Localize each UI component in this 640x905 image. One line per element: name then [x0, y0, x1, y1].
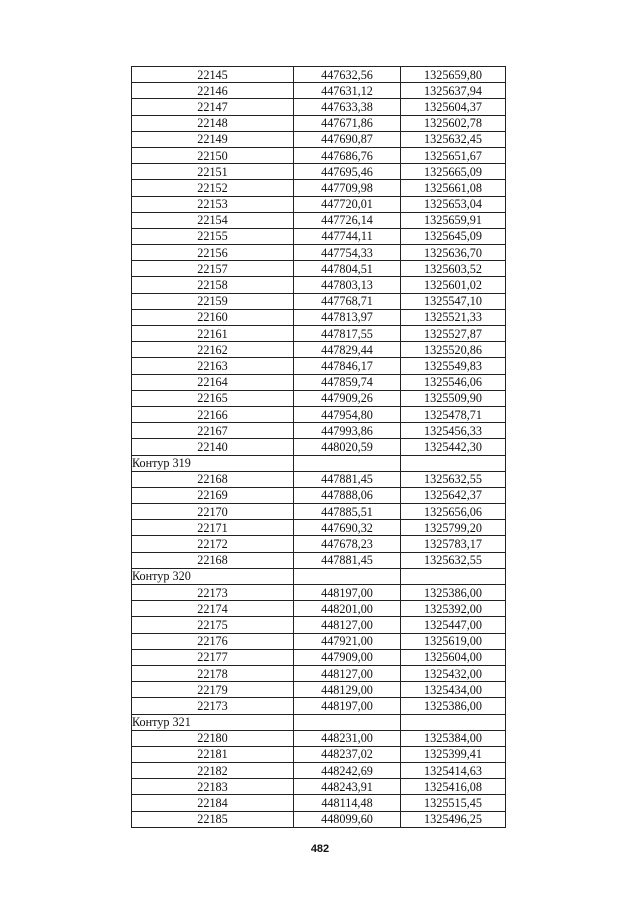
x-coordinate-cell: 448129,00	[294, 682, 401, 698]
empty-cell	[401, 714, 506, 730]
x-coordinate-cell: 447993,86	[294, 423, 401, 439]
table-row	[132, 293, 506, 309]
x-coordinate-cell: 448243,91	[294, 779, 401, 795]
x-coordinate-cell: 448197,00	[294, 585, 401, 601]
point-number-cell: 22176	[132, 633, 294, 649]
table-row	[132, 504, 506, 520]
y-coordinate-cell: 1325392,00	[401, 601, 506, 617]
table-row	[132, 196, 506, 212]
x-coordinate-cell: 448099,60	[294, 811, 401, 827]
point-number-cell: 22181	[132, 746, 294, 762]
x-coordinate-cell: 447686,76	[294, 147, 401, 163]
y-coordinate-cell: 1325661,08	[401, 180, 506, 196]
table-row	[132, 682, 506, 698]
y-coordinate-cell: 1325637,94	[401, 83, 506, 99]
table-row	[132, 763, 506, 779]
page-number: 482	[310, 843, 330, 855]
point-number-cell: 22168	[132, 552, 294, 568]
point-number-cell: 22170	[132, 504, 294, 520]
point-number-cell: 22178	[132, 665, 294, 681]
table-row	[132, 585, 506, 601]
point-number-cell: 22154	[132, 212, 294, 228]
y-coordinate-cell: 1325636,70	[401, 245, 506, 261]
point-number-cell: 22175	[132, 617, 294, 633]
contour-label: Контур 320	[132, 568, 294, 584]
y-coordinate-cell: 1325515,45	[401, 795, 506, 811]
x-coordinate-cell: 448242,69	[294, 763, 401, 779]
point-number-cell: 22156	[132, 245, 294, 261]
x-coordinate-cell: 447829,44	[294, 342, 401, 358]
table-row	[132, 326, 506, 342]
point-number-cell: 22151	[132, 164, 294, 180]
point-number-cell: 22159	[132, 293, 294, 309]
x-coordinate-cell: 448127,00	[294, 665, 401, 681]
x-coordinate-cell: 447709,98	[294, 180, 401, 196]
contour-header-row	[132, 455, 506, 471]
table-row	[132, 665, 506, 681]
x-coordinate-cell: 447632,56	[294, 67, 401, 83]
contour-label: Контур 321	[132, 714, 294, 730]
table-row	[132, 617, 506, 633]
y-coordinate-cell: 1325447,00	[401, 617, 506, 633]
point-number-cell: 22180	[132, 730, 294, 746]
point-number-cell: 22161	[132, 326, 294, 342]
table-row	[132, 261, 506, 277]
table-row	[132, 390, 506, 406]
contour-header-row	[132, 568, 506, 584]
table-row	[132, 131, 506, 147]
point-number-cell: 22173	[132, 585, 294, 601]
table-row	[132, 245, 506, 261]
table-row	[132, 552, 506, 568]
table-row	[132, 99, 506, 115]
point-number-cell: 22163	[132, 358, 294, 374]
y-coordinate-cell: 1325665,09	[401, 164, 506, 180]
y-coordinate-cell: 1325496,25	[401, 811, 506, 827]
y-coordinate-cell: 1325799,20	[401, 520, 506, 536]
point-number-cell: 22184	[132, 795, 294, 811]
table-row	[132, 633, 506, 649]
y-coordinate-cell: 1325604,00	[401, 649, 506, 665]
y-coordinate-cell: 1325604,37	[401, 99, 506, 115]
point-number-cell: 22169	[132, 487, 294, 503]
table-row	[132, 520, 506, 536]
coordinates-table	[131, 66, 506, 828]
x-coordinate-cell: 447726,14	[294, 212, 401, 228]
x-coordinate-cell: 448231,00	[294, 730, 401, 746]
y-coordinate-cell: 1325547,10	[401, 293, 506, 309]
point-number-cell: 22167	[132, 423, 294, 439]
table-row	[132, 83, 506, 99]
x-coordinate-cell: 448237,02	[294, 746, 401, 762]
y-coordinate-cell: 1325527,87	[401, 326, 506, 342]
table-row	[132, 115, 506, 131]
x-coordinate-cell: 447678,23	[294, 536, 401, 552]
x-coordinate-cell: 447671,86	[294, 115, 401, 131]
table-row	[132, 423, 506, 439]
x-coordinate-cell: 447954,80	[294, 406, 401, 422]
point-number-cell: 22177	[132, 649, 294, 665]
point-number-cell: 22162	[132, 342, 294, 358]
table-row	[132, 730, 506, 746]
x-coordinate-cell: 447631,12	[294, 83, 401, 99]
point-number-cell: 22150	[132, 147, 294, 163]
y-coordinate-cell: 1325632,55	[401, 552, 506, 568]
point-number-cell: 22183	[132, 779, 294, 795]
x-coordinate-cell: 447813,97	[294, 309, 401, 325]
table-row	[132, 212, 506, 228]
table-row	[132, 309, 506, 325]
table-row	[132, 779, 506, 795]
point-number-cell: 22173	[132, 698, 294, 714]
y-coordinate-cell: 1325619,00	[401, 633, 506, 649]
y-coordinate-cell: 1325416,08	[401, 779, 506, 795]
x-coordinate-cell: 447768,71	[294, 293, 401, 309]
empty-cell	[294, 714, 401, 730]
point-number-cell: 22165	[132, 390, 294, 406]
x-coordinate-cell: 447720,01	[294, 196, 401, 212]
x-coordinate-cell: 447921,00	[294, 633, 401, 649]
y-coordinate-cell: 1325549,83	[401, 358, 506, 374]
x-coordinate-cell: 447754,33	[294, 245, 401, 261]
y-coordinate-cell: 1325656,06	[401, 504, 506, 520]
table-row	[132, 601, 506, 617]
y-coordinate-cell: 1325603,52	[401, 261, 506, 277]
point-number-cell: 22172	[132, 536, 294, 552]
point-number-cell: 22164	[132, 374, 294, 390]
x-coordinate-cell: 447633,38	[294, 99, 401, 115]
empty-cell	[401, 455, 506, 471]
point-number-cell: 22166	[132, 406, 294, 422]
table-row	[132, 228, 506, 244]
point-number-cell: 22185	[132, 811, 294, 827]
x-coordinate-cell: 448114,48	[294, 795, 401, 811]
table-row	[132, 342, 506, 358]
table-row	[132, 487, 506, 503]
contour-header-row	[132, 714, 506, 730]
table-row	[132, 67, 506, 83]
point-number-cell: 22145	[132, 67, 294, 83]
y-coordinate-cell: 1325442,30	[401, 439, 506, 455]
y-coordinate-cell: 1325645,09	[401, 228, 506, 244]
y-coordinate-cell: 1325520,86	[401, 342, 506, 358]
point-number-cell: 22155	[132, 228, 294, 244]
empty-cell	[294, 455, 401, 471]
point-number-cell: 22182	[132, 763, 294, 779]
y-coordinate-cell: 1325642,37	[401, 487, 506, 503]
point-number-cell: 22146	[132, 83, 294, 99]
y-coordinate-cell: 1325546,06	[401, 374, 506, 390]
table-row	[132, 277, 506, 293]
point-number-cell: 22149	[132, 131, 294, 147]
y-coordinate-cell: 1325509,90	[401, 390, 506, 406]
table-row	[132, 164, 506, 180]
point-number-cell: 22174	[132, 601, 294, 617]
y-coordinate-cell: 1325659,80	[401, 67, 506, 83]
y-coordinate-cell: 1325384,00	[401, 730, 506, 746]
y-coordinate-cell: 1325632,45	[401, 131, 506, 147]
table-row	[132, 746, 506, 762]
y-coordinate-cell: 1325386,00	[401, 698, 506, 714]
y-coordinate-cell: 1325399,41	[401, 746, 506, 762]
empty-cell	[294, 568, 401, 584]
y-coordinate-cell: 1325386,00	[401, 585, 506, 601]
y-coordinate-cell: 1325602,78	[401, 115, 506, 131]
table-row	[132, 795, 506, 811]
point-number-cell: 22148	[132, 115, 294, 131]
x-coordinate-cell: 447690,32	[294, 520, 401, 536]
x-coordinate-cell: 448201,00	[294, 601, 401, 617]
x-coordinate-cell: 447817,55	[294, 326, 401, 342]
table-row	[132, 374, 506, 390]
table-row	[132, 649, 506, 665]
point-number-cell: 22171	[132, 520, 294, 536]
point-number-cell: 22160	[132, 309, 294, 325]
y-coordinate-cell: 1325434,00	[401, 682, 506, 698]
table-row	[132, 406, 506, 422]
x-coordinate-cell: 447888,06	[294, 487, 401, 503]
table-row	[132, 536, 506, 552]
y-coordinate-cell: 1325632,55	[401, 471, 506, 487]
x-coordinate-cell: 447909,26	[294, 390, 401, 406]
y-coordinate-cell: 1325432,00	[401, 665, 506, 681]
table-row	[132, 471, 506, 487]
x-coordinate-cell: 448197,00	[294, 698, 401, 714]
x-coordinate-cell: 447846,17	[294, 358, 401, 374]
x-coordinate-cell: 447695,46	[294, 164, 401, 180]
x-coordinate-cell: 447804,51	[294, 261, 401, 277]
x-coordinate-cell: 447744,11	[294, 228, 401, 244]
x-coordinate-cell: 447909,00	[294, 649, 401, 665]
y-coordinate-cell: 1325521,33	[401, 309, 506, 325]
table-row	[132, 147, 506, 163]
table-row	[132, 180, 506, 196]
point-number-cell: 22158	[132, 277, 294, 293]
point-number-cell: 22152	[132, 180, 294, 196]
y-coordinate-cell: 1325659,91	[401, 212, 506, 228]
y-coordinate-cell: 1325653,04	[401, 196, 506, 212]
y-coordinate-cell: 1325783,17	[401, 536, 506, 552]
x-coordinate-cell: 447885,51	[294, 504, 401, 520]
x-coordinate-cell: 447859,74	[294, 374, 401, 390]
x-coordinate-cell: 447803,13	[294, 277, 401, 293]
x-coordinate-cell: 448127,00	[294, 617, 401, 633]
point-number-cell: 22157	[132, 261, 294, 277]
y-coordinate-cell: 1325601,02	[401, 277, 506, 293]
table-row	[132, 358, 506, 374]
point-number-cell: 22153	[132, 196, 294, 212]
table-row	[132, 698, 506, 714]
point-number-cell: 22179	[132, 682, 294, 698]
empty-cell	[401, 568, 506, 584]
contour-label: Контур 319	[132, 455, 294, 471]
point-number-cell: 22168	[132, 471, 294, 487]
y-coordinate-cell: 1325456,33	[401, 423, 506, 439]
x-coordinate-cell: 448020,59	[294, 439, 401, 455]
coordinates-table-body	[132, 67, 506, 828]
y-coordinate-cell: 1325651,67	[401, 147, 506, 163]
point-number-cell: 22147	[132, 99, 294, 115]
table-row	[132, 439, 506, 455]
y-coordinate-cell: 1325414,63	[401, 763, 506, 779]
table-row	[132, 811, 506, 827]
point-number-cell: 22140	[132, 439, 294, 455]
x-coordinate-cell: 447881,45	[294, 552, 401, 568]
y-coordinate-cell: 1325478,71	[401, 406, 506, 422]
x-coordinate-cell: 447881,45	[294, 471, 401, 487]
x-coordinate-cell: 447690,87	[294, 131, 401, 147]
